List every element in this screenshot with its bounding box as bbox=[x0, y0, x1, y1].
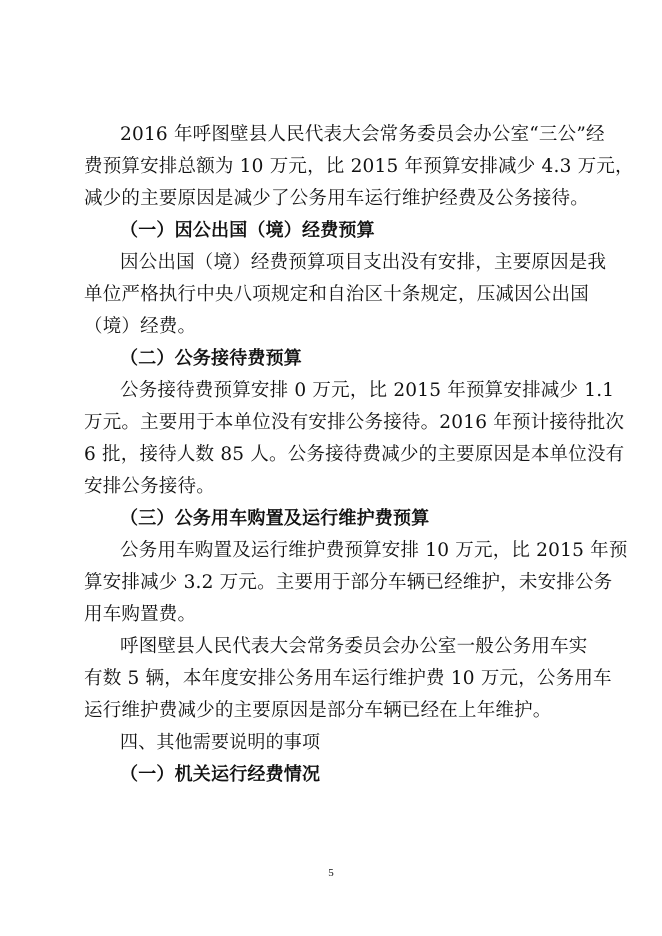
paragraph-line: 费预算安排总额为 10 万元，比 2015 年预算安排减少 4.3 万元， bbox=[84, 156, 634, 177]
paragraph-line: 2016 年呼图壁县人民代表大会常务委员会办公室“三公”经 bbox=[120, 124, 605, 145]
paragraph-line: 减少的主要原因是减少了公务用车运行维护经费及公务接待。 bbox=[84, 188, 589, 209]
paragraph-line: 万元。主要用于本单位没有安排公务接待。2016 年预计接待批次 bbox=[84, 412, 625, 433]
paragraph-line: 公务接待费预算安排 0 万元，比 2015 年预算安排减少 1.1 bbox=[120, 380, 615, 401]
section-heading: 四、其他需要说明的事项 bbox=[120, 732, 321, 753]
paragraph-line: 算安排减少 3.2 万元。主要用于部分车辆已经维护，未安排公务 bbox=[84, 572, 613, 593]
paragraph-line: 因公出国（境）经费预算项目支出没有安排，主要原因是我 bbox=[120, 252, 607, 273]
paragraph-line: 单位严格执行中央八项规定和自治区十条规定，压减因公出国 bbox=[84, 284, 589, 305]
page-number: 5 bbox=[328, 867, 334, 879]
paragraph-line: 安排公务接待。 bbox=[84, 476, 215, 497]
paragraph-line: 运行维护费减少的主要原因是部分车辆已经在上年维护。 bbox=[84, 700, 552, 721]
section-heading: （二）公务接待费预算 bbox=[120, 348, 302, 369]
paragraph-line: （境）经费。 bbox=[84, 316, 197, 337]
paragraph-line: 有数 5 辆，本年度安排公务用车运行维护费 10 万元，公务用车 bbox=[84, 668, 612, 689]
section-heading: （一）因公出国（境）经费预算 bbox=[120, 220, 375, 241]
paragraph-line: 公务用车购置及运行维护费预算安排 10 万元，比 2015 年预 bbox=[120, 540, 628, 561]
paragraph-line: 6 批，接待人数 85 人。公务接待费减少的主要原因是本单位没有 bbox=[84, 444, 625, 465]
paragraph-line: 呼图壁县人民代表大会常务委员会办公室一般公务用车实 bbox=[120, 636, 588, 657]
section-heading: （三）公务用车购置及运行维护费预算 bbox=[120, 508, 430, 529]
paragraph-line: 用车购置费。 bbox=[84, 604, 197, 625]
section-heading: （一）机关运行经费情况 bbox=[120, 764, 321, 785]
